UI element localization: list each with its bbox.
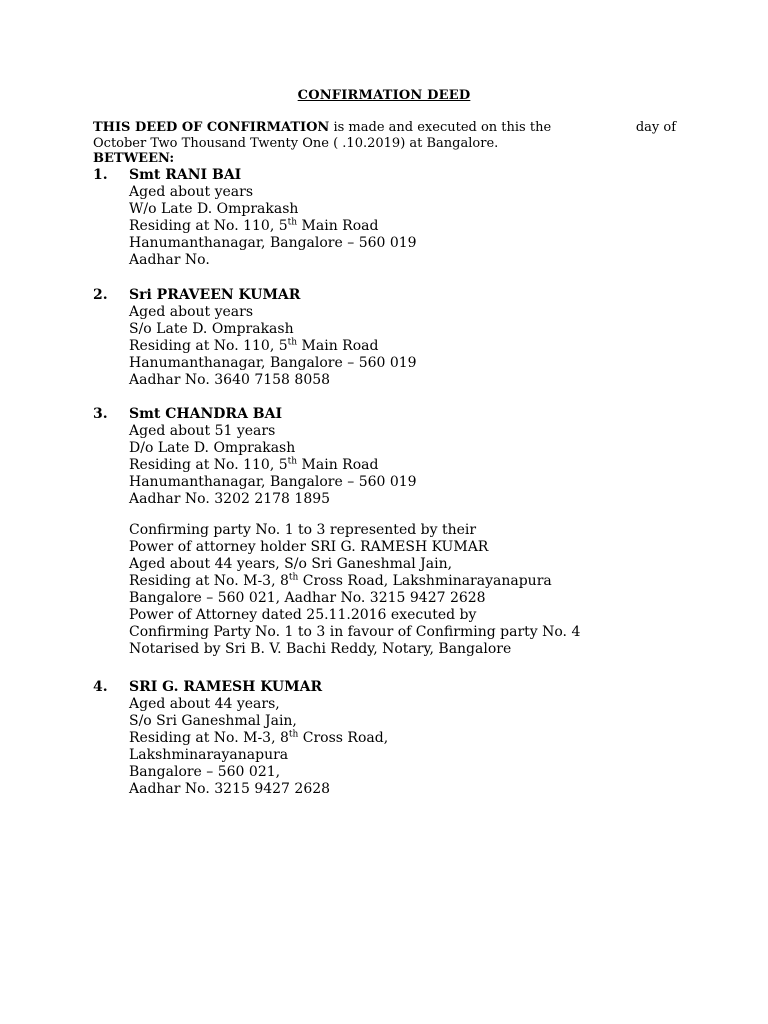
intro-line1-text: is made and executed on this the — [333, 120, 552, 135]
party-name: Smt RANI BAI — [129, 167, 242, 183]
party-aadhar: Aadhar No. 3202 2178 1895 — [129, 491, 331, 507]
party-city: Hanumanthanagar, Bangalore – 560 019 — [129, 474, 417, 490]
party-locality: Lakshminarayanapura — [129, 747, 289, 763]
party-residence: Residing at No. 110, 5th Main Road — [129, 337, 379, 354]
poa-line: Power of Attorney dated 25.11.2016 executed by — [129, 607, 477, 623]
party-number: 3. — [93, 406, 108, 422]
party-age: Aged about 51 years — [129, 423, 276, 439]
party-name: Sri PRAVEEN KUMAR — [129, 287, 301, 303]
party-aadhar: Aadhar No. — [129, 252, 210, 268]
poa-line: Notarised by Sri B. V. Bachi Reddy, Notary, Bangalore — [129, 641, 512, 657]
poa-line: Confirming Party No. 1 to 3 in favour of Confirming party No. 4 — [129, 624, 581, 640]
poa-residence: Residing at No. M-3, 8th Cross Road, Lakshminarayanapura — [129, 572, 552, 589]
party-number: 2. — [93, 287, 108, 303]
party-city: Hanumanthanagar, Bangalore – 560 019 — [129, 235, 417, 251]
poa-line: Confirming party No. 1 to 3 represented by their — [129, 522, 477, 538]
party-city: Hanumanthanagar, Bangalore – 560 019 — [129, 355, 417, 371]
intro-paragraph — [93, 120, 676, 152]
between-label: BETWEEN: — [93, 151, 175, 166]
intro-bold-lead: THIS DEED OF CONFIRMATION — [93, 120, 330, 135]
party-aadhar: Aadhar No. 3215 9427 2628 — [129, 781, 331, 797]
poa-line: Aged about 44 years, S/o Sri Ganeshmal Jain, — [129, 556, 453, 572]
party-relation: S/o Late D. Omprakash — [129, 321, 294, 337]
party-details — [129, 406, 580, 658]
party-residence: Residing at No. 110, 5th Main Road — [129, 217, 379, 234]
party-age: Aged about 44 years, — [129, 696, 280, 712]
poa-line: Bangalore – 560 021, Aadhar No. 3215 9427 2628 — [129, 590, 486, 606]
poa-line: Power of attorney holder SRI G. RAMESH KUMAR — [129, 539, 489, 555]
party-name: Smt CHANDRA BAI — [129, 406, 283, 422]
party-relation: S/o Sri Ganeshmal Jain, — [129, 713, 297, 729]
party-relation: D/o Late D. Omprakash — [129, 440, 296, 456]
party-number: 4. — [93, 679, 108, 695]
document-title: CONFIRMATION DEED — [297, 88, 471, 103]
party-age: Aged about years — [129, 184, 254, 200]
party-name: SRI G. RAMESH KUMAR — [129, 679, 323, 695]
party-number: 1. — [93, 167, 108, 183]
party-age: Aged about years — [129, 304, 254, 320]
party-details — [129, 287, 417, 389]
party-residence: Residing at No. 110, 5th Main Road — [129, 456, 379, 473]
party-residence: Residing at No. M-3, 8th Cross Road, — [129, 729, 389, 746]
party-aadhar: Aadhar No. 3640 7158 8058 — [129, 372, 331, 388]
intro-line-1 — [93, 120, 676, 136]
party-relation: W/o Late D. Omprakash — [129, 201, 299, 217]
intro-line1-end: day of — [635, 120, 676, 135]
poa-block — [129, 522, 580, 658]
party-details — [129, 679, 388, 798]
party-details — [129, 167, 417, 269]
intro-line-2: October Two Thousand Twenty One ( .10.2019) at Bangalore. — [93, 136, 499, 151]
party-city: Bangalore – 560 021, — [129, 764, 281, 780]
